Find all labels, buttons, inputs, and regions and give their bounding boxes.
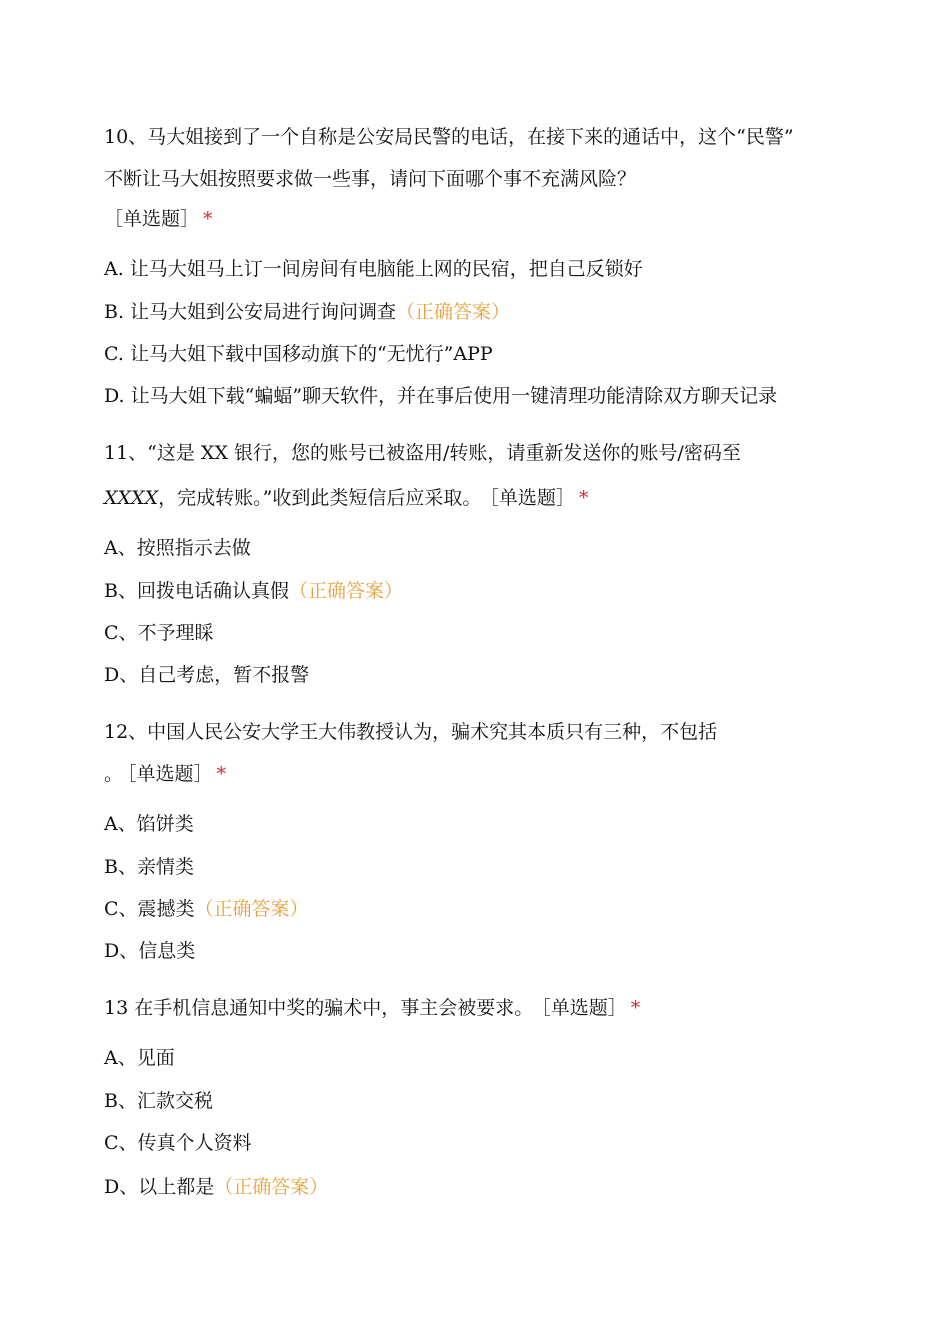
option-text: C、传真个人资料	[104, 1132, 252, 1154]
question-type	[104, 204, 213, 231]
option-text: C、震撼类	[104, 898, 195, 920]
title-rest: ，完成转账。”收到此类短信后应采取。	[158, 487, 482, 509]
option-b[interactable]	[104, 1086, 213, 1113]
required-mark: *	[203, 208, 213, 230]
option-text: A、按照指示去做	[104, 537, 251, 559]
type-tag: ［单选题］	[541, 997, 627, 1019]
option-text: B、汇款交税	[104, 1090, 213, 1112]
type-tag: ［单选题］	[127, 763, 213, 785]
option-d[interactable]	[104, 1172, 328, 1199]
option-text: B、亲情类	[104, 856, 194, 878]
option-c[interactable]	[104, 894, 309, 921]
option-c[interactable]	[104, 1128, 252, 1155]
option-c[interactable]	[104, 339, 493, 366]
question-title-line	[104, 483, 588, 510]
option-text: C. 让马大姐下载中国移动旗下的“无忧行”APP	[104, 343, 493, 365]
option-a[interactable]	[104, 533, 251, 560]
option-a[interactable]	[104, 809, 194, 836]
option-text: A. 让马大姐马上订一间房间有电脑能上网的民宿，把自己反锁好	[104, 258, 643, 280]
required-mark: *	[578, 487, 589, 509]
correct-answer-mark: （正确答案）	[288, 580, 403, 602]
option-d[interactable]	[104, 660, 309, 687]
option-d[interactable]	[104, 936, 195, 963]
correct-answer-mark: （正确答案）	[396, 301, 511, 323]
question-title-line: 10、马大姐接到了一个自称是公安局民警的电话，在接下来的通话中，这个“民警”	[104, 126, 794, 148]
type-tag: ［单选题］	[104, 208, 200, 230]
question-title-line	[104, 759, 226, 786]
option-a[interactable]	[104, 254, 643, 281]
option-text: C、不予理睬	[104, 622, 214, 644]
option-text: A、见面	[104, 1047, 175, 1069]
question-title-line	[104, 993, 640, 1020]
option-text: D. 让马大姐下载“蝙蝠”聊天软件，并在事后使用一键清理功能清除双方聊天记录	[104, 385, 778, 407]
required-mark: *	[216, 763, 227, 785]
required-mark: *	[630, 997, 641, 1019]
question-title-line: 12、中国人民公安大学王大伟教授认为，骗术究其本质只有三种，不包括	[104, 721, 718, 743]
option-text: A、馅饼类	[104, 813, 194, 835]
option-b[interactable]	[104, 297, 510, 324]
option-text: B. 让马大姐到公安局进行询问调查	[104, 301, 397, 323]
option-text: D、以上都是	[104, 1176, 215, 1198]
title-text: 13 在手机信息通知中奖的骗术中，事主会被要求。	[104, 997, 534, 1019]
option-text: D、自己考虑，暂不报警	[104, 664, 310, 686]
option-b[interactable]	[104, 852, 194, 879]
title-rest: 。	[104, 763, 124, 785]
option-b[interactable]	[104, 576, 403, 603]
type-tag: ［单选题］	[489, 487, 575, 509]
option-c[interactable]	[104, 618, 214, 645]
title-italic: XXXX	[104, 487, 159, 509]
option-d[interactable]	[104, 381, 777, 408]
correct-answer-mark: （正确答案）	[194, 898, 309, 920]
option-text: B、回拨电话确认真假	[104, 580, 289, 602]
option-text: D、信息类	[104, 940, 196, 962]
question-title-line: 11、“这是 XX 银行，您的账号已被盗用/转账，请重新发送你的账号/密码至	[104, 442, 741, 464]
option-a[interactable]	[104, 1043, 175, 1070]
question-title-line: 不断让马大姐按照要求做一些事，请问下面哪个事不充满风险？	[104, 168, 637, 190]
correct-answer-mark: （正确答案）	[214, 1176, 329, 1198]
